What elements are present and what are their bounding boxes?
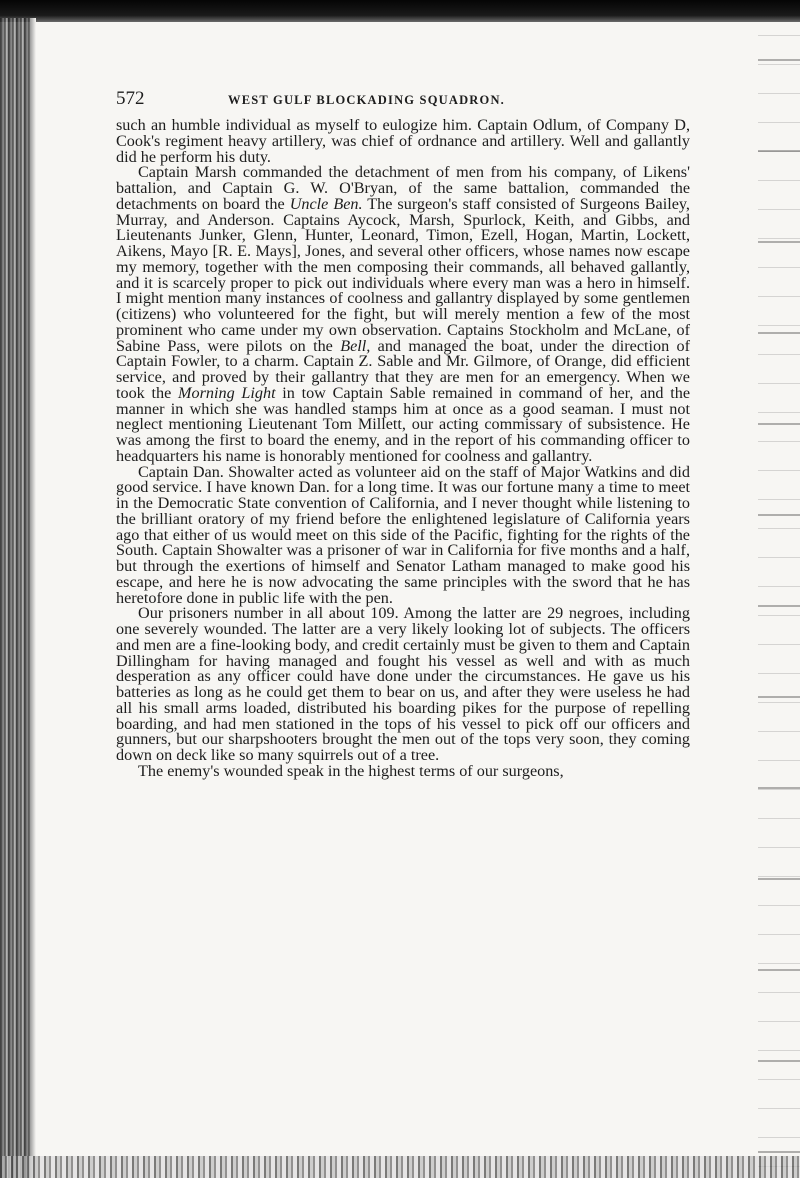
paragraph-2-text-a: Captain Marsh commanded the detachment of men from his company, of Likens' battalion, and Captain G. W. O'Bryan, of the same battalion, commanded the detachments on board the xyxy=(116,163,690,213)
paragraph-5: The enemy's wounded speak in the highest terms of our surgeons, xyxy=(138,761,564,780)
scan-top-border xyxy=(0,0,800,22)
page-right-edge xyxy=(758,22,800,1178)
running-head xyxy=(116,88,690,118)
paragraph-2-text-c: and managed the boat, under the direction of Captain Fowler, to a charm. Captain Z. Sable and Mr. Gilmore, of Orange, did efficient service, and proved by their gallantry that they are men for an emergency. When we took the xyxy=(116,336,690,402)
paragraph-1: such an humble individual as myself to eulogize him. Captain Odlum, of Company D, Cook's regiment heavy artillery, was chief of ordnance and artillery. Well and gallantly did he perform his duty. xyxy=(116,116,690,166)
page-number: 572 xyxy=(116,88,145,109)
running-title: WEST GULF BLOCKADING SQUADRON. xyxy=(228,93,506,107)
paragraph-3: Captain Dan. Showalter acted as volunteer aid on the staff of Major Watkins and did good service. I have known Dan. for a long time. It was our fortune many a time to meet in the Democratic State convention of California, and I never thought while listening to the brilliant oratory of my friend before the enlightened legislature of California years ago that either of us would meet on this side of the Pacific, fighting for the rights of the South. Captain Showalter was a prisoner of war in California for five months and a half, but through the exertions of himself and Senator Latham managed to make good his escape, and here he is now advocating the same principles with the sword that he has heretofore done in public life with the pen. xyxy=(116,462,690,607)
paragraph-4: Our prisoners number in all about 109. Among the latter are 29 negroes, including one severely wounded. The latter are a very likely looking lot of subjects. The officers and men are a fine-looking body, and credit certainly must be given to them and Captain Dillingham for having managed and fought his vessel as well and with as much desperation as any officer could have done under the circumstances. He gave us his batteries as long as he could get them to bear on us, and after they were useless he had all his small arms loaded, distributed his boarding pikes for the purpose of repelling boarding, and had men stationed in the tops of his vessel to pick off our officers and gunners, but our sharpshooters brought the men out of the tops very soon, they coming down on deck like so many squirrels out of a tree. xyxy=(116,604,690,764)
paragraph-2-text-d: in tow Captain Sable remained in command of her, and the manner in which she was handled stamps him at once as a good seaman. I must not neglect mentioning Lieutenant Tom Millett, our acting commissary of subsistence. He was among the first to board the enemy, and in the report of his commanding officer to headquarters his name is honorably mentioned for coolness and gallantry. xyxy=(116,383,690,465)
paragraph-2 xyxy=(116,165,690,464)
paragraph-2-text-b: The surgeon's staff consisted of Surgeons Bailey, Murray, and Anderson. Captains Aycock, Marsh, Spurlock, Keith, and Gibbs, and Lieutenants Junker, Glenn, Hunter, Leonard, Timon, Ezell, Hogan, Martin, Lockett, Aikens, Mayo [R. E. Mays], Jones, and several other officers, whose names now escape my memory, together with the men composing their commands, all behaved gallantly, and it is scarcely proper to pick out individuals where every man was a hero in himself. I might mention many instances of coolness and gallantry displayed by some gentlemen (citizens) who volunteered for the fight, but will merely mention a few of the most prominent who came under my own observation. Captains Stockholm and McLane, of Sabine Pass, were pilots on the xyxy=(116,194,690,355)
page-content xyxy=(116,88,690,780)
vessel-name-uncle-ben: Uncle Ben. xyxy=(289,194,363,213)
vessel-name-bell: Bell, xyxy=(340,336,371,355)
vessel-name-morning-light: Morning Light xyxy=(178,383,276,402)
binding-shadow xyxy=(30,18,36,1178)
scan-bottom-border xyxy=(0,1156,800,1178)
book-binding-edge xyxy=(0,18,30,1178)
